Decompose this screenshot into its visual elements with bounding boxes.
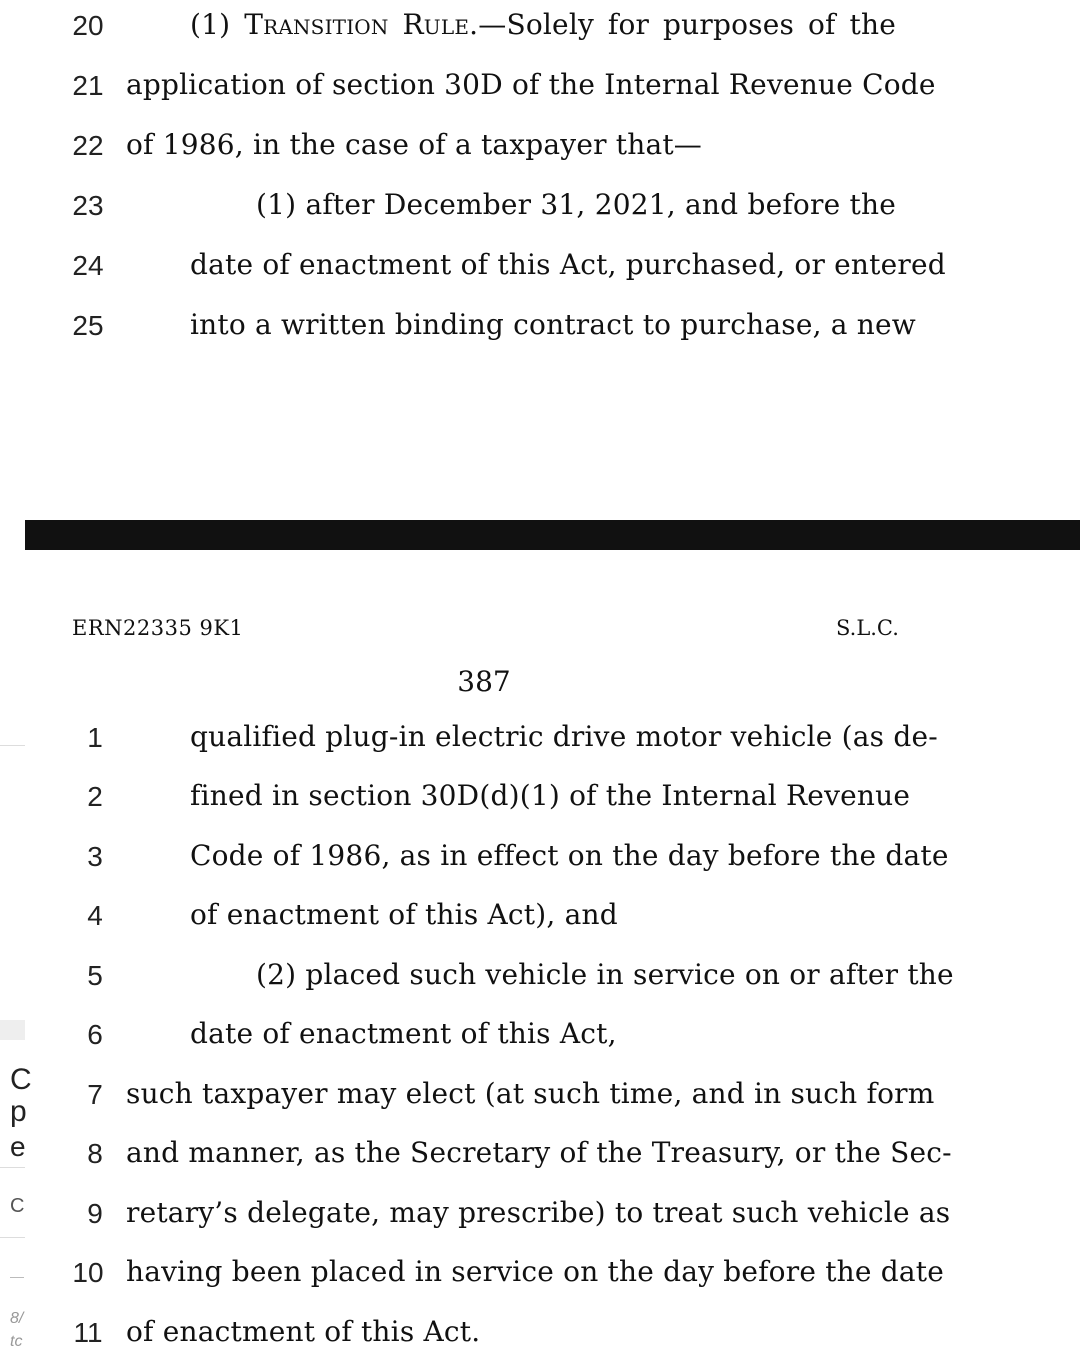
text-line [0,66,1080,106]
sidebar-fragment: e [10,1131,26,1162]
text-line [0,126,1080,166]
line-number: 21 [72,70,104,101]
line-text: and manner, as the Secretary of the Treasury, or the Sec- [126,1136,952,1169]
line-text: qualified plug-in electric drive motor vehicle (as de- [190,720,938,753]
document-code: S.L.C. [836,616,899,640]
line-text: of enactment of this Act. [126,1315,481,1348]
line-number: 24 [72,250,104,281]
text-line [0,1253,1080,1293]
line-text: Code of 1986, as in effect on the day before the date [190,839,949,872]
line-number: 6 [87,1019,103,1050]
line-number: 22 [72,130,104,161]
text-line [0,956,1080,996]
background-panel [0,745,25,1021]
text-line [0,777,1080,817]
line-number: 1 [87,722,103,753]
text-line [0,896,1080,936]
line-number: 5 [87,960,103,991]
text-line [0,1015,1080,1055]
line-text: (1) after December 31, 2021, and before the [256,188,896,221]
sidebar-divider [10,1277,24,1278]
document-page-bottom [0,550,1080,1355]
sidebar-fragment: tc [10,1333,23,1350]
text-line [0,186,1080,226]
line-text: retary’s delegate, may prescribe) to treat such vehicle as [126,1196,951,1229]
line-text: such taxpayer may elect (at such time, and in such form [126,1077,935,1110]
line-number: 4 [87,900,103,931]
line-text: (2) placed such vehicle in service on or after the [256,958,954,991]
line-text: of enactment of this Act), and [190,898,618,931]
line-text: application of section 30D of the Internal Revenue Code [126,68,936,101]
page-number: 387 [457,665,511,698]
line-number: 2 [87,781,103,812]
line-text: date of enactment of this Act, [190,1017,617,1050]
background-window-edge [0,745,32,1355]
line-text: into a written binding contract to purchase, a new [190,308,916,341]
line-number: 8 [87,1138,103,1169]
sidebar-fragment: C [10,1195,25,1217]
sidebar-divider [0,1167,25,1168]
text-line [0,6,1080,46]
sidebar-fragment: p [10,1095,27,1128]
sidebar-fragment: C [10,1063,32,1096]
page-divider [25,520,1080,550]
text-line [0,1134,1080,1174]
line-text: fined in section 30D(d)(1) of the Internal Revenue [190,779,911,812]
line-number: 10 [72,1257,104,1288]
text-line [0,306,1080,346]
section-heading: Transition Rule. [244,8,479,41]
document-id: ERN22335 9K1 [72,616,244,640]
line-number: 23 [72,190,104,221]
sidebar-fragment: 8/ [10,1310,24,1327]
sidebar-divider [0,1237,25,1238]
text-line [0,718,1080,758]
line-text: date of enactment of this Act, purchased, or entered [190,248,946,281]
line-text-tail: —Solely for purposes of the [478,8,896,41]
text-line [0,246,1080,286]
line-number: 25 [72,310,104,341]
line-number: 9 [87,1198,103,1229]
line-number: 3 [87,841,103,872]
background-panel-gray [0,1020,25,1040]
text-line [0,1194,1080,1234]
text-line [0,837,1080,877]
document-page-top [0,0,1080,520]
text-line [0,1075,1080,1115]
line-text [190,8,896,41]
line-number: 11 [73,1317,103,1348]
line-number: 7 [87,1079,103,1110]
line-text: of 1986, in the case of a taxpayer that— [126,128,703,161]
paragraph-marker: (1) [190,8,245,41]
line-text: having been placed in service on the day before the date [126,1255,944,1288]
line-number: 20 [72,10,104,41]
text-line [0,1313,1080,1353]
